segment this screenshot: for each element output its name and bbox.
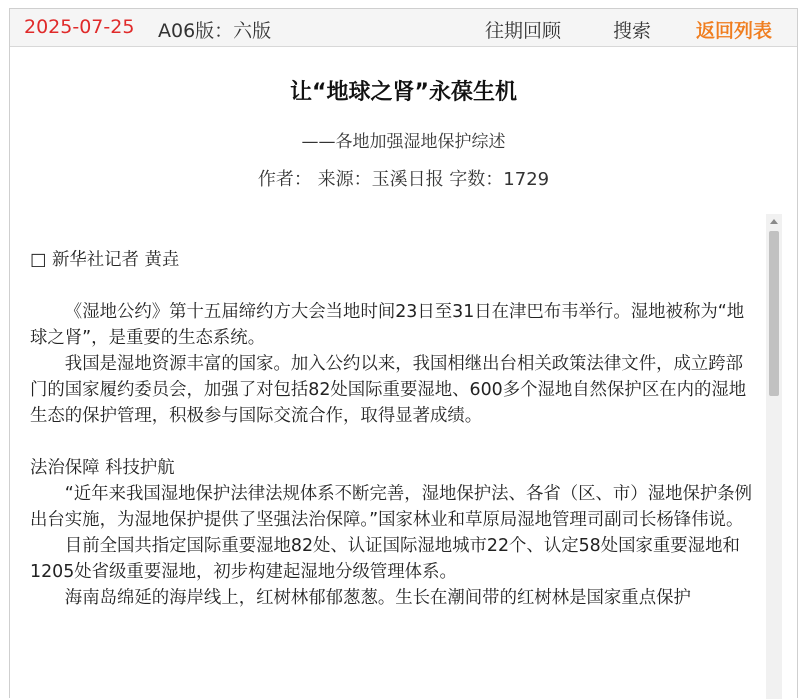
- issue-date: 2025-07-25: [24, 16, 135, 38]
- section-heading: 法治保障 科技护航: [30, 458, 175, 478]
- history-link[interactable]: 往期回顾: [485, 20, 562, 42]
- back-to-list-link[interactable]: 返回列表: [696, 20, 773, 42]
- article-window: [9, 8, 798, 698]
- paragraph: 《湿地公约》第十五届缔约方大会当地时间23日至31日在津巴布韦举行。湿地被称为“地球之肾”，是重要的生态系统。: [30, 302, 745, 348]
- article-text: [30, 214, 782, 611]
- paragraph: 海南岛绵延的海岸线上，红树林郁郁葱葱。生长在潮间带的红树林是国家重点保护: [64, 588, 691, 608]
- search-link[interactable]: 搜索: [613, 20, 652, 42]
- top-bar: [10, 9, 797, 47]
- article-subtitle: ——各地加强湿地保护综述: [301, 132, 506, 152]
- paragraph: 目前全国共指定国际重要湿地82处、认证国际湿地城市22个、认定58处国家重要湿地和1205处省级重要湿地，初步构建起湿地分级管理体系。: [30, 536, 740, 582]
- vertical-scrollbar[interactable]: [766, 214, 782, 699]
- paragraph: “近年来我国湿地保护法律法规体系不断完善，湿地保护法、各省（区、市）湿地保护条例出台实施，为湿地保护提供了坚强法治保障。”国家林业和草原局湿地管理司副司长杨锋伟说。: [30, 484, 753, 530]
- byline: □ 新华社记者 黄垚: [30, 250, 180, 270]
- scroll-thumb[interactable]: [769, 231, 779, 396]
- edition-label: A06版：六版: [158, 20, 272, 42]
- article-title: 让“地球之肾”永葆生机: [290, 80, 517, 105]
- scroll-up-arrow-icon[interactable]: [770, 219, 778, 224]
- article-body[interactable]: [30, 214, 782, 699]
- article-meta: 作者： 来源：玉溪日报 字数：1729: [257, 169, 550, 190]
- paragraph: 我国是湿地资源丰富的国家。加入公约以来，我国相继出台相关政策法律文件，成立跨部门的国家履约委员会，加强了对包括82处国际重要湿地、600多个湿地自然保护区在内的湿地生态的保护管理，积极参与国际交流合作，取得显著成绩。: [30, 354, 747, 426]
